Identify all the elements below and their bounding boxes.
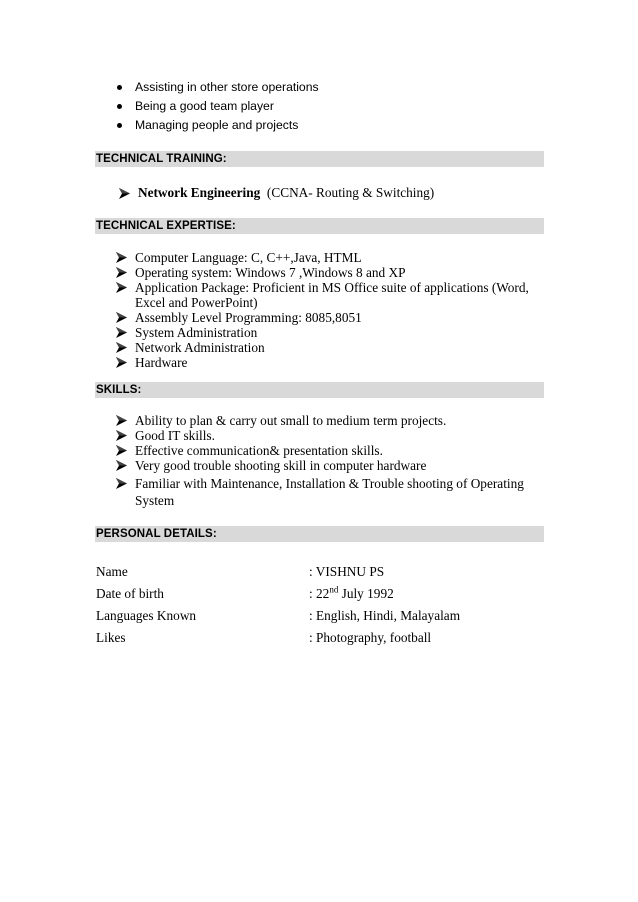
section-heading: TECHNICAL EXPERTISE: <box>96 220 236 232</box>
arrow-bullet-icon <box>115 341 128 354</box>
bullet-icon <box>117 85 122 90</box>
arrow-bullet-icon <box>115 281 128 294</box>
expertise-list <box>135 250 530 370</box>
training-detail: (CCNA- Routing & Switching) <box>266 185 435 200</box>
arrow-bullet-icon <box>115 477 128 490</box>
training-course: Network Engineering <box>138 185 261 200</box>
languages-value: : English, Hindi, Malayalam <box>309 608 461 623</box>
bullet-icon <box>117 104 122 109</box>
list-item: Assembly Level Programming: 8085,8051 <box>135 310 530 325</box>
arrow-bullet-icon <box>115 326 128 339</box>
list-item: Good IT skills. <box>135 428 530 443</box>
arrow-bullet-icon <box>115 429 128 442</box>
list-item: Very good trouble shooting skill in computer hardware <box>135 458 530 473</box>
dob-label: Date of birth <box>96 586 164 601</box>
list-item: Hardware <box>135 355 530 370</box>
technical-training-header <box>95 151 544 167</box>
training-item <box>138 185 434 201</box>
likes-label: Likes <box>96 630 126 645</box>
section-heading: TECHNICAL TRAINING: <box>96 153 227 165</box>
likes-value: : Photography, football <box>309 630 432 645</box>
list-item: Application Package: Proficient in MS Office suite of applications (Word, Excel and PowerPoint) <box>135 280 530 310</box>
list-item: System Administration <box>135 325 530 340</box>
arrow-bullet-icon <box>115 356 128 369</box>
resume-page: Assisting in other store operations Being a good team player Managing people and projects TECHNICAL TRAINING: Network Engineering (CCNA- Routing & Switching) TECHNICAL EXPERTISE: Computer Language: C, C++,Java, HTML Operating system: Windows 7 ,Windows 8 and XP Application Package: Proficient in MS Office suite of applications (Word, Excel and PowerPoint) Assembly Level Programming: 8085,8051 System Administration Network Administration Hardware SKILLS: Ability to plan & carry out small to medium term projects. Good IT skills. Effective communication& presentation skills. Very good trouble shooting skill in computer hardware Familiar with Maintenance, Installation & Trouble shooting of Operating System PERSONAL DETAILS: Name : VISHNU PS Date of birth : 22nd July 1992 Languages Known : English, Hindi, Malayalam Likes : Photography, football <box>0 0 638 902</box>
list-item: Computer Language: C, C++,Java, HTML <box>135 250 530 265</box>
languages-label: Languages Known <box>96 608 197 623</box>
arrow-bullet-icon <box>115 444 128 457</box>
list-item: Ability to plan & carry out small to medium term projects. <box>135 413 530 428</box>
personal-details-header <box>95 526 544 542</box>
arrow-bullet-icon <box>115 414 128 427</box>
skills-header <box>95 382 544 398</box>
name-label: Name <box>96 564 128 579</box>
arrow-bullet-icon <box>115 311 128 324</box>
dob-value: : 22nd July 1992 <box>309 584 394 601</box>
list-item: Operating system: Windows 7 ,Windows 8 and XP <box>135 265 530 280</box>
arrow-bullet-icon <box>115 459 128 472</box>
arrow-bullet-icon <box>118 187 131 200</box>
skills-list <box>135 413 530 509</box>
section-heading: SKILLS: <box>96 384 142 396</box>
arrow-bullet-icon <box>115 266 128 279</box>
list-item: Familiar with Maintenance, Installation & Trouble shooting of Operating System <box>135 475 530 509</box>
list-item: Network Administration <box>135 340 530 355</box>
list-item: Effective communication& presentation skills. <box>135 443 530 458</box>
technical-expertise-header <box>95 218 544 234</box>
section-heading: PERSONAL DETAILS: <box>96 528 217 540</box>
name-value: : VISHNU PS <box>309 564 385 579</box>
bullet-icon <box>117 123 122 128</box>
arrow-bullet-icon <box>115 251 128 264</box>
